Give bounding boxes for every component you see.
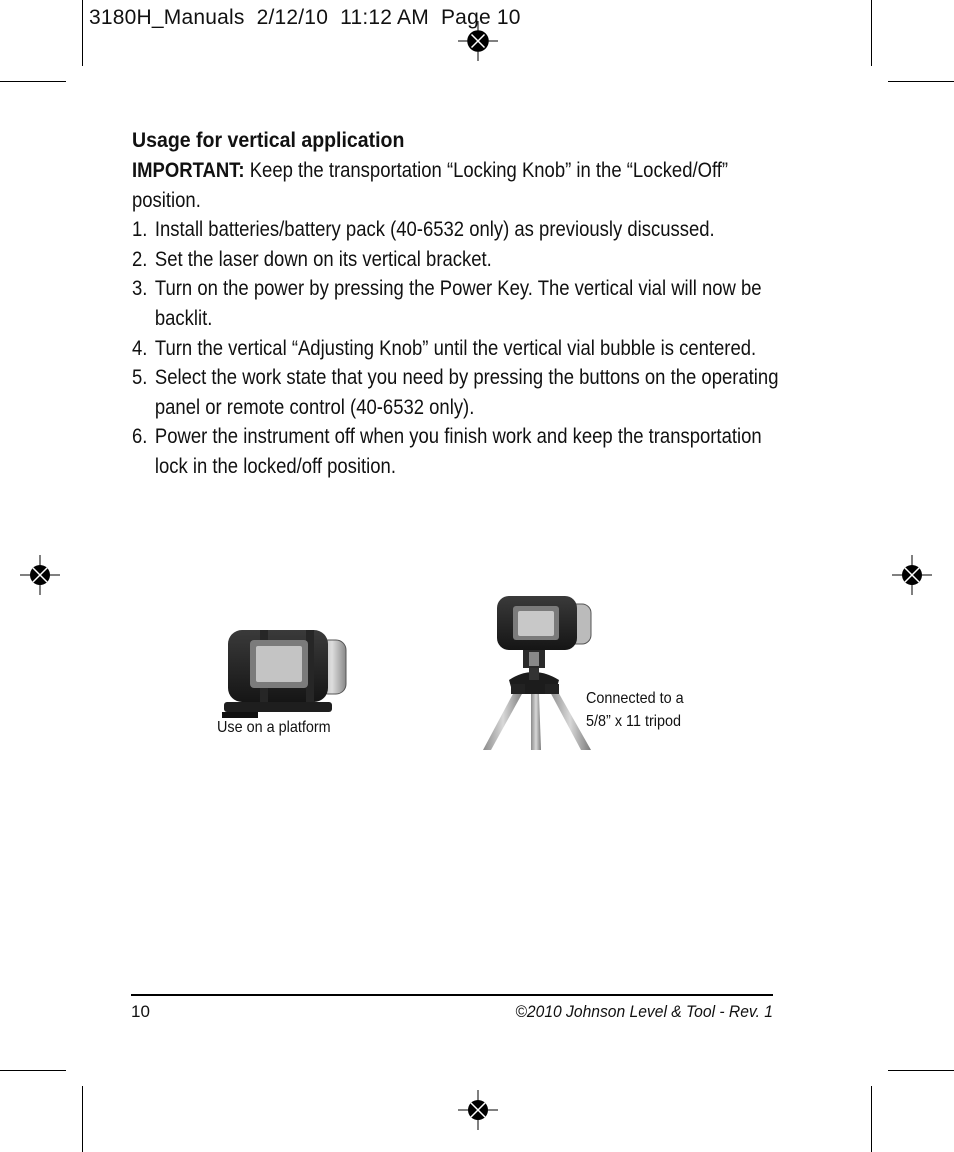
registration-mark-top-icon bbox=[458, 21, 498, 61]
copyright-notice: ©2010 Johnson Level & Tool - Rev. 1 bbox=[515, 1002, 773, 1021]
registration-mark-left-icon bbox=[20, 555, 60, 595]
crop-mark-top-left bbox=[82, 0, 83, 66]
crop-mark-bottom-right bbox=[871, 1086, 872, 1152]
list-item bbox=[132, 245, 792, 275]
instructions-section bbox=[132, 126, 792, 482]
step-number: 5. bbox=[132, 366, 148, 390]
list-item bbox=[132, 363, 792, 422]
crop-mark-bottom-left-h bbox=[0, 1070, 66, 1071]
step-number: 1. bbox=[132, 218, 148, 242]
tripod-caption-line1: Connected to a bbox=[586, 690, 684, 707]
step-number: 6. bbox=[132, 425, 148, 449]
step-number: 2. bbox=[132, 247, 148, 271]
important-text: Keep the transportation “Locking Knob” in the “Locked/Off” position. bbox=[132, 159, 729, 212]
laser-on-platform-image bbox=[222, 626, 352, 718]
important-label: IMPORTANT: bbox=[132, 159, 245, 182]
step-text: Power the instrument off when you finish work and keep the transportation lock in the locked/off position. bbox=[154, 425, 762, 478]
crop-mark-top-right bbox=[871, 0, 872, 66]
important-note bbox=[132, 156, 792, 215]
step-text: Set the laser down on its vertical bracket. bbox=[154, 247, 492, 271]
crop-mark-top-left-h bbox=[0, 81, 66, 82]
crop-mark-bottom-right-h bbox=[888, 1070, 954, 1071]
registration-mark-bottom-icon bbox=[458, 1090, 498, 1130]
step-number: 4. bbox=[132, 336, 148, 360]
footer-divider bbox=[131, 994, 773, 996]
list-item bbox=[132, 334, 792, 364]
crop-mark-top-right-h bbox=[888, 81, 954, 82]
printer-slug-line: 3180H_Manuals 2/12/10 11:12 AM Page 10 bbox=[89, 6, 521, 29]
list-item bbox=[132, 422, 792, 481]
registration-mark-right-icon bbox=[892, 555, 932, 595]
list-item bbox=[132, 215, 792, 245]
step-number: 3. bbox=[132, 277, 148, 301]
step-text: Turn the vertical “Adjusting Knob” until the vertical vial bubble is centered. bbox=[154, 336, 757, 360]
list-item bbox=[132, 274, 792, 333]
crop-mark-bottom-left bbox=[82, 1086, 83, 1152]
step-text: Install batteries/battery pack (40-6532 only) as previously discussed. bbox=[154, 218, 715, 242]
platform-caption: Use on a platform bbox=[217, 719, 331, 736]
step-text: Select the work state that you need by pressing the buttons on the operating panel or remote control (40-6532 only). bbox=[154, 366, 779, 419]
step-text: Turn on the power by pressing the Power Key. The vertical vial will now be backlit. bbox=[154, 277, 762, 330]
section-heading: Usage for vertical application bbox=[132, 129, 405, 152]
tripod-caption-line2: 5/8” x 11 tripod bbox=[586, 713, 681, 730]
laser-on-tripod-image bbox=[483, 594, 595, 750]
page-number: 10 bbox=[131, 1002, 150, 1021]
steps-list bbox=[132, 215, 792, 481]
